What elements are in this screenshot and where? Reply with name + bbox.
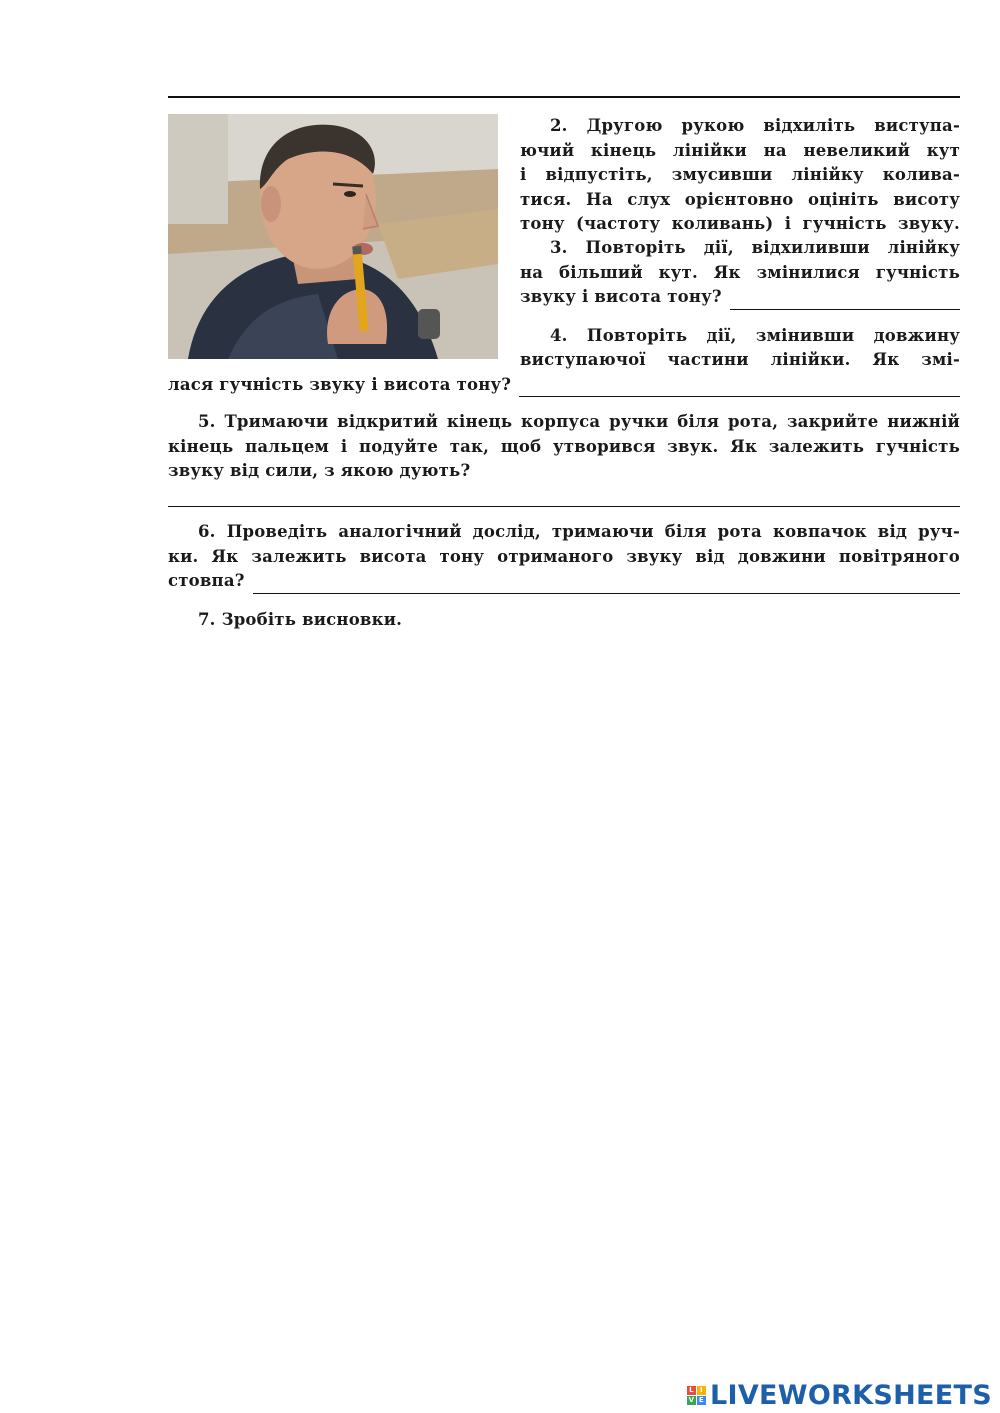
step-2-line: ючий кінець лінійки на невеликий кут <box>520 140 960 160</box>
step-6-line: стовпа? <box>168 571 245 590</box>
step-5-text: Тримаючи відкритий кінець корпуса ручки біля рота, закрийте нижній кінець пальцем і подуйте так, щоб утворився звук. Як залежить гучність звуку від сили, з якою дують? <box>168 412 960 480</box>
answer-line-step-4[interactable] <box>519 379 960 397</box>
step-2-line: тися. На слух орієнтовно оцініть висоту <box>520 189 960 209</box>
step-7-text: Зробіть висновки. <box>221 610 403 629</box>
step-6-line: ки. Як залежить висота тону отриманого звуку від довжини повітряного <box>168 546 960 566</box>
step-3-block <box>520 236 960 310</box>
step-2-line: Другою рукою відхиліть виступа- <box>586 116 960 135</box>
step-6-line: Проведіть аналогічний дослід, тримаючи біля рота ковпачок від руч- <box>226 522 960 541</box>
step-4-number: 4. <box>550 326 568 345</box>
answer-line-step-6[interactable] <box>253 576 960 594</box>
step-2-line: тону (частоту коливань) і гучність звуку. <box>520 214 960 233</box>
step-7-block <box>168 608 960 633</box>
top-rule <box>168 96 960 98</box>
step-5-block <box>168 410 960 484</box>
step-4-line: виступаючої частини лінійки. Як змі- <box>520 350 960 369</box>
step-6-number: 6. <box>198 522 216 541</box>
step-3-line: на більший кут. Як змінилися гучність <box>520 262 960 282</box>
step-4-line: Повторіть дії, змінивши довжину <box>586 326 961 345</box>
step-2-line: і відпустіть, змусивши лінійку колива- <box>520 165 960 184</box>
step-3-line: звуку і висота тону? <box>520 287 722 306</box>
answer-line-step-3[interactable] <box>730 292 960 310</box>
liveworksheets-logo-icon: L I V E <box>688 1386 705 1404</box>
step-5-number: 5. <box>198 412 216 431</box>
step-4-line: лася гучність звуку і висота тону? <box>168 374 512 394</box>
liveworksheets-brand[interactable] <box>687 1380 992 1411</box>
step-3-number: 3. <box>550 238 568 257</box>
step-4-continuation <box>168 348 960 397</box>
step-6-block <box>168 520 960 594</box>
step-7-number: 7. <box>198 610 216 629</box>
photo-man-with-pen <box>168 114 498 359</box>
step-3-line: Повторіть дії, відхиливши лінійку <box>585 238 960 257</box>
step-4-first-line <box>520 324 960 349</box>
brand-name: LIVEWORKSHEETS <box>709 1380 992 1411</box>
step-2-block <box>520 114 960 237</box>
answer-line-step-5[interactable] <box>168 506 960 507</box>
step-2-number: 2. <box>550 116 568 135</box>
